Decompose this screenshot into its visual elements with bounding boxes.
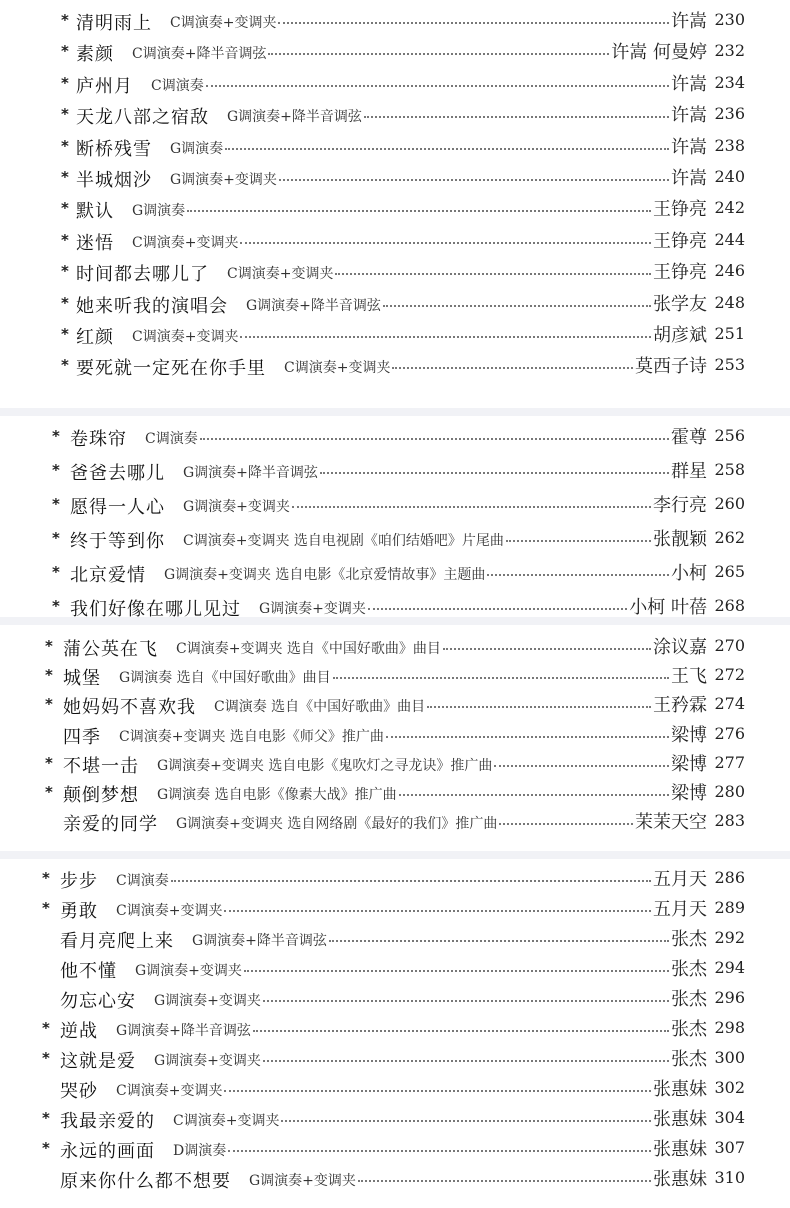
page-number: 274: [714, 694, 745, 713]
page-number: 244: [714, 230, 745, 249]
page-number: 300: [714, 1048, 745, 1067]
page-number: 302: [714, 1078, 745, 1097]
song-description: C调演奏: [151, 78, 204, 94]
dot-leader: [487, 574, 669, 576]
star-marker: *: [61, 74, 69, 92]
dot-leader: [368, 608, 627, 610]
dot-leader: [335, 273, 651, 275]
song-title: 红颜: [76, 327, 114, 348]
song-description: C调演奏+变调夹: [116, 903, 223, 919]
artist-name: 王铮亮: [653, 262, 707, 283]
page-number: 230: [714, 10, 745, 29]
toc-entry[interactable]: [0, 9, 790, 39]
toc-entry[interactable]: [0, 561, 790, 591]
star-marker: *: [61, 42, 69, 60]
star-marker: *: [52, 427, 60, 445]
artist-name: 许嵩: [671, 168, 707, 189]
star-marker: *: [42, 1019, 50, 1037]
song-description: C调演奏+变调夹: [284, 360, 391, 376]
toc-entry[interactable]: [0, 1107, 790, 1137]
song-title: 我最亲爱的: [60, 1111, 155, 1132]
toc-entry[interactable]: [0, 957, 790, 987]
toc-entry[interactable]: [0, 135, 790, 165]
song-description: C调演奏+降半音调弦: [132, 46, 267, 62]
dot-leader: [281, 1120, 651, 1122]
song-description: C调演奏+变调夹: [227, 266, 334, 282]
song-description: G调演奏 选自电影《像素大战》推广曲: [157, 787, 397, 803]
artist-name: 小柯: [671, 563, 707, 584]
toc-entry[interactable]: [0, 72, 790, 102]
star-marker: *: [61, 356, 69, 374]
song-title: 永远的画面: [60, 1141, 155, 1162]
song-description: C调演奏+变调夹: [170, 15, 277, 31]
song-description: G调演奏: [132, 203, 186, 219]
artist-name: 张惠妹: [653, 1079, 707, 1100]
page-number: 276: [714, 724, 745, 743]
page-number: 292: [714, 928, 745, 947]
artist-name: 胡彦斌: [653, 325, 707, 346]
toc-entry[interactable]: [0, 987, 790, 1017]
page-number: 294: [714, 958, 745, 977]
page-number: 260: [714, 494, 745, 513]
dot-leader: [499, 823, 633, 825]
page-number: 253: [714, 355, 745, 374]
artist-name: 李行亮: [653, 495, 707, 516]
dot-leader: [253, 1030, 669, 1032]
song-title: 勇敢: [60, 901, 98, 922]
dot-leader: [386, 736, 669, 738]
artist-name: 王铮亮: [653, 199, 707, 220]
dot-leader: [244, 970, 669, 972]
toc-entry[interactable]: [0, 595, 790, 625]
song-title: 半城烟沙: [76, 170, 152, 191]
song-title: 四季: [63, 727, 101, 748]
song-description: G调演奏+降半音调弦: [116, 1023, 251, 1039]
dot-leader: [392, 367, 633, 369]
song-description: G调演奏+变调夹: [249, 1173, 356, 1189]
artist-name: 莫西子诗: [635, 356, 707, 377]
song-description: C调演奏+变调夹: [116, 1083, 223, 1099]
song-title: 爸爸去哪儿: [70, 463, 165, 484]
toc-entry[interactable]: [0, 1167, 790, 1197]
artist-name: 张杰: [671, 1019, 707, 1040]
song-description: G调演奏+变调夹: [259, 601, 366, 617]
star-marker: *: [42, 1109, 50, 1127]
song-description: C调演奏+变调夹 选自电视剧《咱们结婚吧》片尾曲: [183, 533, 504, 549]
song-title: 清明雨上: [76, 13, 152, 34]
song-description: C调演奏+变调夹 选自《中国好歌曲》曲目: [176, 641, 441, 657]
song-description: C调演奏+变调夹: [132, 235, 239, 251]
toc-entry[interactable]: [0, 927, 790, 957]
page-number: 283: [714, 811, 745, 830]
dot-leader: [240, 242, 651, 244]
dot-leader: [263, 1060, 669, 1062]
song-description: G调演奏+降半音调弦: [183, 465, 318, 481]
song-description: G调演奏+变调夹 选自网络剧《最好的我们》推广曲: [176, 816, 498, 832]
song-title: 原来你什么都不想要: [60, 1171, 231, 1192]
dot-leader: [206, 85, 669, 87]
page-number: 296: [714, 988, 745, 1007]
toc-entry[interactable]: [0, 810, 790, 840]
toc-entry[interactable]: [0, 1017, 790, 1047]
page-number: 310: [714, 1168, 745, 1187]
artist-name: 许嵩: [671, 74, 707, 95]
star-marker: *: [61, 294, 69, 312]
star-marker: *: [61, 105, 69, 123]
song-title: 他不懂: [60, 961, 117, 982]
page-number: 262: [714, 528, 745, 547]
artist-name: 小柯 叶蓓: [629, 597, 707, 618]
dot-leader: [383, 305, 651, 307]
star-marker: *: [52, 597, 60, 615]
artist-name: 梁博: [671, 754, 707, 775]
page-number: 304: [714, 1108, 745, 1127]
song-description: C调演奏 选自《中国好歌曲》曲目: [214, 699, 426, 715]
artist-name: 张杰: [671, 989, 707, 1010]
artist-name: 五月天: [653, 869, 707, 890]
page-number: 234: [714, 73, 745, 92]
artist-name: 许嵩 何曼婷: [611, 42, 707, 63]
dot-leader: [506, 540, 651, 542]
song-title: 默认: [76, 201, 114, 222]
dot-leader: [358, 1180, 651, 1182]
artist-name: 群星: [671, 461, 707, 482]
page-number: 240: [714, 167, 745, 186]
section-divider: [0, 851, 790, 859]
dot-leader: [187, 210, 651, 212]
artist-name: 张靓颖: [653, 529, 707, 550]
dot-leader: [224, 1090, 651, 1092]
song-title: 我们好像在哪儿见过: [70, 599, 241, 620]
dot-leader: [228, 1150, 651, 1152]
toc-entry[interactable]: [0, 664, 790, 694]
page-number: 268: [714, 596, 745, 615]
star-marker: *: [61, 199, 69, 217]
section-divider: [0, 408, 790, 416]
song-title: 天龙八部之宿敌: [76, 107, 209, 128]
artist-name: 许嵩: [671, 11, 707, 32]
dot-leader: [240, 336, 651, 338]
artist-name: 王铮亮: [653, 231, 707, 252]
artist-name: 霍尊: [671, 427, 707, 448]
song-title: 要死就一定死在你手里: [76, 358, 266, 379]
star-marker: *: [52, 529, 60, 547]
artist-name: 梁博: [671, 783, 707, 804]
toc-entry[interactable]: [0, 1137, 790, 1167]
star-marker: *: [42, 869, 50, 887]
star-marker: *: [61, 11, 69, 29]
artist-name: 张惠妹: [653, 1169, 707, 1190]
star-marker: *: [45, 695, 53, 713]
song-description: G调演奏+变调夹: [183, 499, 290, 515]
toc-entry[interactable]: [0, 459, 790, 489]
artist-name: 五月天: [653, 899, 707, 920]
toc-entry[interactable]: [0, 723, 790, 753]
dot-leader: [279, 179, 669, 181]
artist-name: 茉茉天空: [635, 812, 707, 833]
toc-entry[interactable]: [0, 781, 790, 811]
page-number: 256: [714, 426, 745, 445]
dot-leader: [263, 1000, 669, 1002]
star-marker: *: [61, 325, 69, 343]
toc-entry[interactable]: [0, 527, 790, 557]
toc-entry[interactable]: [0, 103, 790, 133]
artist-name: 梁博: [671, 725, 707, 746]
song-title: 卷珠帘: [70, 429, 127, 450]
star-marker: *: [52, 563, 60, 581]
song-title: 她妈妈不喜欢我: [63, 697, 196, 718]
toc-entry[interactable]: [0, 693, 790, 723]
song-description: C调演奏: [145, 431, 198, 447]
page-number: 238: [714, 136, 745, 155]
star-marker: *: [45, 754, 53, 772]
page-number: 277: [714, 753, 745, 772]
song-description: C调演奏: [116, 873, 169, 889]
song-title: 断桥残雪: [76, 139, 152, 160]
artist-name: 张惠妹: [653, 1139, 707, 1160]
artist-name: 张杰: [671, 1049, 707, 1070]
dot-leader: [494, 765, 669, 767]
song-title: 逆战: [60, 1021, 98, 1042]
song-title: 迷悟: [76, 233, 114, 254]
star-marker: *: [61, 231, 69, 249]
song-description: C调演奏+变调夹: [132, 329, 239, 345]
star-marker: *: [45, 637, 53, 655]
artist-name: 许嵩: [671, 105, 707, 126]
song-title: 勿忘心安: [60, 991, 136, 1012]
song-title: 时间都去哪儿了: [76, 264, 209, 285]
toc-entry[interactable]: [0, 425, 790, 455]
song-description: G调演奏+变调夹: [154, 993, 261, 1009]
song-description: G调演奏+变调夹: [154, 1053, 261, 1069]
toc-entry[interactable]: [0, 635, 790, 665]
song-title: 看月亮爬上来: [60, 931, 174, 952]
song-title: 她来听我的演唱会: [76, 296, 228, 317]
song-title: 哭砂: [60, 1081, 98, 1102]
toc-entry[interactable]: [0, 260, 790, 290]
dot-leader: [399, 794, 669, 796]
star-marker: *: [61, 137, 69, 155]
song-title: 颠倒梦想: [63, 785, 139, 806]
song-title: 亲爱的同学: [63, 814, 158, 835]
page-number: 270: [714, 636, 745, 655]
artist-name: 涂议嘉: [653, 637, 707, 658]
page-number: 280: [714, 782, 745, 801]
toc-entry[interactable]: [0, 229, 790, 259]
song-title: 素颜: [76, 44, 114, 65]
dot-leader: [364, 116, 669, 118]
toc-entry[interactable]: [0, 354, 790, 384]
star-marker: *: [45, 666, 53, 684]
dot-leader: [225, 148, 669, 150]
star-marker: *: [52, 461, 60, 479]
song-description: G调演奏+变调夹: [170, 172, 277, 188]
dot-leader: [200, 438, 669, 440]
page-number: 286: [714, 868, 745, 887]
song-description: D调演奏: [173, 1143, 227, 1159]
artist-name: 王飞: [671, 666, 707, 687]
song-description: G调演奏+变调夹: [135, 963, 242, 979]
song-description: G调演奏: [170, 141, 224, 157]
page-number: 258: [714, 460, 745, 479]
song-description: G调演奏+变调夹 选自电影《鬼吹灯之寻龙诀》推广曲: [157, 758, 493, 774]
toc-entry[interactable]: [0, 867, 790, 897]
song-title: 庐州月: [76, 76, 133, 97]
song-title: 北京爱情: [70, 565, 146, 586]
song-description: C调演奏+变调夹: [173, 1113, 280, 1129]
toc-entry[interactable]: [0, 1077, 790, 1107]
toc-entry[interactable]: [0, 323, 790, 353]
dot-leader: [292, 506, 651, 508]
toc-entry[interactable]: [0, 40, 790, 70]
page-number: 298: [714, 1018, 745, 1037]
dot-leader: [427, 706, 651, 708]
song-title: 不堪一击: [63, 756, 139, 777]
page-number: 289: [714, 898, 745, 917]
page-number: 307: [714, 1138, 745, 1157]
star-marker: *: [61, 262, 69, 280]
song-description: G调演奏+变调夹 选自电影《北京爱情故事》主题曲: [164, 567, 486, 583]
artist-name: 张杰: [671, 929, 707, 950]
song-description: G调演奏+降半音调弦: [192, 933, 327, 949]
page-number: 272: [714, 665, 745, 684]
star-marker: *: [45, 783, 53, 801]
star-marker: *: [42, 1049, 50, 1067]
song-title: 愿得一人心: [70, 497, 165, 518]
song-description: G调演奏 选自《中国好歌曲》曲目: [119, 670, 331, 686]
song-title: 步步: [60, 871, 98, 892]
song-description: G调演奏+降半音调弦: [227, 109, 362, 125]
dot-leader: [278, 22, 669, 24]
dot-leader: [333, 677, 669, 679]
dot-leader: [320, 472, 669, 474]
page-number: 265: [714, 562, 745, 581]
toc-entry[interactable]: [0, 897, 790, 927]
star-marker: *: [61, 168, 69, 186]
page-number: 248: [714, 293, 745, 312]
star-marker: *: [52, 495, 60, 513]
page-number: 242: [714, 198, 745, 217]
toc-entry[interactable]: [0, 1047, 790, 1077]
dot-leader: [171, 880, 651, 882]
star-marker: *: [42, 899, 50, 917]
page-number: 251: [714, 324, 745, 343]
dot-leader: [443, 648, 651, 650]
song-title: 这就是爱: [60, 1051, 136, 1072]
artist-name: 王矜霖: [653, 695, 707, 716]
artist-name: 许嵩: [671, 137, 707, 158]
page-number: 246: [714, 261, 745, 280]
dot-leader: [268, 53, 609, 55]
dot-leader: [224, 910, 651, 912]
song-title: 终于等到你: [70, 531, 165, 552]
toc-entry[interactable]: [0, 197, 790, 227]
star-marker: *: [42, 1139, 50, 1157]
song-title: 蒲公英在飞: [63, 639, 158, 660]
page-number: 236: [714, 104, 745, 123]
toc-entry[interactable]: [0, 752, 790, 782]
toc-entry[interactable]: [0, 292, 790, 322]
dot-leader: [329, 940, 669, 942]
song-title: 城堡: [63, 668, 101, 689]
toc-entry[interactable]: [0, 493, 790, 523]
artist-name: 张杰: [671, 959, 707, 980]
song-description: G调演奏+降半音调弦: [246, 298, 381, 314]
page-number: 232: [714, 41, 745, 60]
artist-name: 张惠妹: [653, 1109, 707, 1130]
song-description: C调演奏+变调夹 选自电影《师父》推广曲: [119, 729, 384, 745]
toc-entry[interactable]: [0, 166, 790, 196]
artist-name: 张学友: [653, 294, 707, 315]
